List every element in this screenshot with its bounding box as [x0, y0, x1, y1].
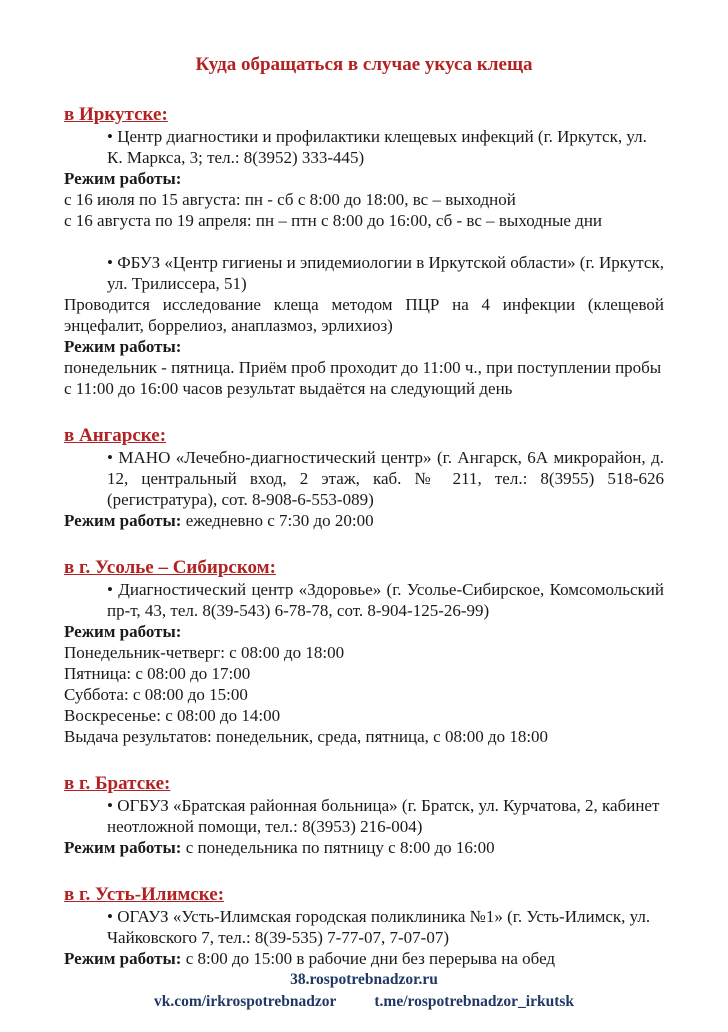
section-usolye	[64, 557, 664, 747]
page-title: Куда обращаться в случае укуса клеща	[195, 54, 533, 75]
schedule-label: Режим работы:	[64, 949, 182, 968]
facility-usolye-zdorovye-center: • Диагностический центр «Здоровье» (г. Усолье-Сибирское, Комсомольский пр-т, 43, тел. 8(39-543) 6-78-78, сот. 8-904-125-26-99)	[107, 580, 664, 620]
schedule-line: Понедельник-четверг: с 08:00 до 18:00	[64, 643, 345, 662]
section-bratsk	[64, 773, 664, 858]
schedule-text: с понедельника по пятницу с 8:00 до 16:00	[181, 838, 495, 857]
facility-angarsk-medical-center: • МАНО «Лечебно-диагностический центр» (г. Ангарск, 6А микрорайон, д. 12, центральный вход, 2 этаж, каб. № 211, тел.: 8(3955) 518-626 (регистратура), сот. 8-908-6-553-089)	[107, 448, 664, 509]
schedule-inline	[64, 510, 664, 531]
section-angarsk	[64, 425, 664, 531]
schedule-label: Режим работы:	[64, 511, 182, 530]
section-heading-bratsk: в г. Братске:	[64, 773, 171, 794]
footer	[64, 969, 664, 1013]
facility-irkutsk-diagnostic-center: • Центр диагностики и профилактики клещевых инфекций (г. Иркутск, ул. К. Маркса, 3; тел.: 8(3952) 333-445)	[107, 127, 647, 167]
schedule-line: Суббота: с 08:00 до 15:00	[64, 685, 248, 704]
section-heading-ustilimsk: в г. Усть-Илимске:	[64, 884, 225, 905]
schedule-line: понедельник - пятница. Приём проб проходит до 11:00 ч., при поступлении пробы с 11:00 до 16:00 часов результат выдаётся на следующий день	[64, 358, 662, 398]
facility-bratsk-hospital: • ОГБУЗ «Братская районная больница» (г. Братск, ул. Курчатова, 2, кабинет неотложной помощи, тел.: 8(3953) 216-004)	[107, 796, 660, 836]
schedule-label: Режим работы:	[64, 169, 182, 188]
schedule-label: Режим работы:	[64, 838, 182, 857]
schedule-inline	[64, 948, 664, 969]
section-heading-angarsk: в Ангарске:	[64, 425, 167, 446]
schedule-line: с 16 августа по 19 апреля: пн – птн с 8:00 до 16:00, сб - вс – выходные дни	[64, 211, 603, 230]
footer-vk-url: vk.com/irkrospotrebnadzor	[153, 993, 337, 1010]
schedule-line: Пятница: с 08:00 до 17:00	[64, 664, 251, 683]
facility-irkutsk-hygiene-center: • ФБУЗ «Центр гигиены и эпидемиологии в Иркутской области» (г. Иркутск, ул. Трилиссера, 51)	[107, 253, 664, 293]
schedule-label: Режим работы:	[64, 337, 182, 356]
schedule-text: с 8:00 до 15:00 в рабочие дни без перерыва на обед	[181, 949, 556, 968]
schedule-text: ежедневно с 7:30 до 20:00	[181, 511, 374, 530]
footer-telegram-url: t.me/rospotrebnadzor_irkutsk	[374, 993, 575, 1010]
schedule-label: Режим работы:	[64, 622, 182, 641]
schedule-line: с 16 июля по 15 августа: пн - сб с 8:00 до 18:00, вс – выходной	[64, 190, 516, 209]
facility-note: Проводится исследование клеща методом ПЦР на 4 инфекции (клещевой энцефалит, боррелиоз, анаплазмоз, эрлихиоз)	[64, 295, 664, 335]
footer-social-row	[64, 991, 664, 1013]
schedule-line: Выдача результатов: понедельник, среда, пятница, с 08:00 до 18:00	[64, 727, 549, 746]
section-irkutsk	[64, 104, 664, 399]
section-ustilimsk	[64, 884, 664, 969]
footer-site-url: 38.rospotrebnadzor.ru	[290, 971, 438, 988]
section-heading-usolye: в г. Усолье – Сибирском:	[64, 557, 276, 578]
facility-ustilimsk-polyclinic: • ОГАУЗ «Усть-Илимская городская поликлиника №1» (г. Усть-Илимск, ул. Чайковского 7, тел.: 8(39-535) 7-77-07, 7-07-07)	[107, 907, 651, 947]
schedule-line: Воскресенье: с 08:00 до 14:00	[64, 706, 281, 725]
schedule-inline	[64, 837, 664, 858]
section-heading-irkutsk: в Иркутске:	[64, 104, 168, 125]
